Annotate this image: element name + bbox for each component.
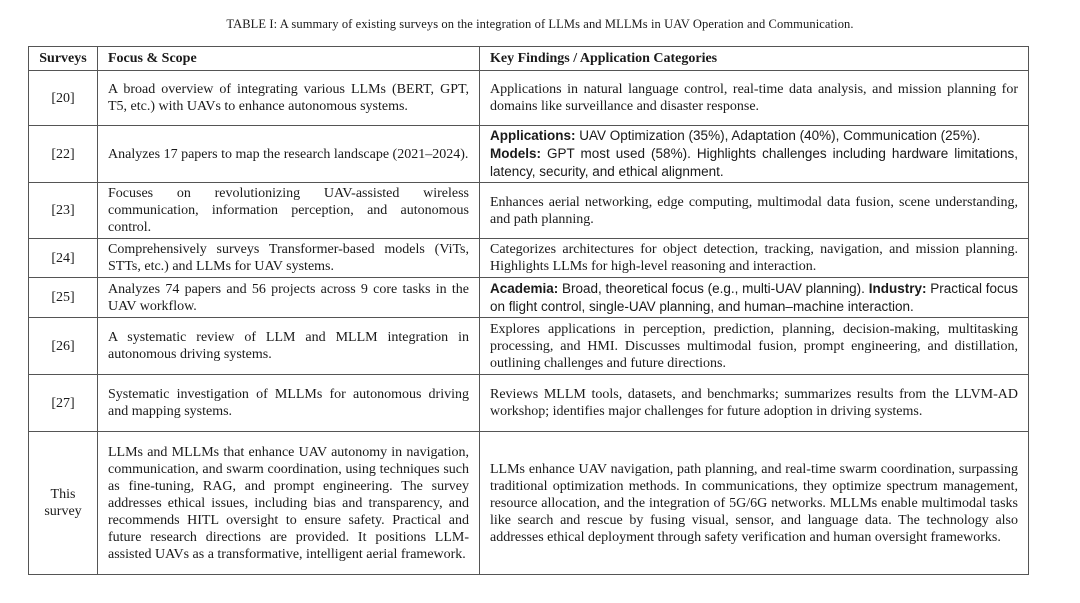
findings-segment	[490, 281, 1018, 314]
key-findings-cell: Reviews MLLM tools, datasets, and benchmarks; summarizes results from the LLVM-AD workshop; identifies major challenges for future adoption in driving systems.	[480, 375, 1029, 432]
key-findings-cell	[480, 126, 1029, 183]
header-surveys: Surveys	[29, 47, 98, 71]
focus-scope-cell: Analyzes 74 papers and 56 projects across 9 core tasks in the UAV workflow.	[98, 278, 480, 318]
findings-text: UAV Optimization (35%), Adaptation (40%), Communication (25%).	[575, 128, 981, 143]
key-findings-cell: Explores applications in perception, prediction, planning, decision-making, multitasking processing, and HMI. Discusses multimodal fusion, prompt engineering, and distillation, outlining challenges and future directions.	[480, 318, 1029, 375]
focus-scope-cell: Focuses on revolutionizing UAV-assisted wireless communication, information perception, and autonomous control.	[98, 183, 480, 239]
table-row	[29, 278, 1029, 318]
header-focus-scope: Focus & Scope	[98, 47, 480, 71]
findings-text: GPT most used (58%). Highlights challenges including hardware limitations, latency, security, and ethical alignment.	[490, 146, 1018, 179]
findings-label: Applications:	[490, 128, 576, 143]
survey-ref: [23]	[29, 183, 98, 239]
focus-scope-cell: Comprehensively surveys Transformer-based models (ViTs, STTs, etc.) and LLMs for UAV systems.	[98, 239, 480, 278]
survey-ref: [24]	[29, 239, 98, 278]
key-findings-cell: Applications in natural language control, real-time data analysis, and mission planning for domains like surveillance and disaster response.	[480, 71, 1029, 126]
focus-scope-cell: LLMs and MLLMs that enhance UAV autonomy in navigation, communication, and swarm coordination, using techniques such as fine-tuning, RAG, and prompt engineering. The survey addresses ethical issues, including bias and transparency, and recommends HITL oversight to ensure safety. Practical and future research directions are provided. It positions LLM-assisted UAVs as a transformative, intelligent aerial framework.	[98, 432, 480, 575]
survey-ref: [27]	[29, 375, 98, 432]
key-findings-cell: Enhances aerial networking, edge computing, multimodal data fusion, scene understanding, and path planning.	[480, 183, 1029, 239]
table-row	[29, 183, 1029, 239]
findings-segment	[490, 128, 1018, 179]
focus-scope-cell: A systematic review of LLM and MLLM integration in autonomous driving systems.	[98, 318, 480, 375]
table-row	[29, 375, 1029, 432]
table-row	[29, 318, 1029, 375]
findings-label: Models:	[490, 146, 542, 161]
focus-scope-cell: Systematic investigation of MLLMs for autonomous driving and mapping systems.	[98, 375, 480, 432]
key-findings-cell	[480, 278, 1029, 318]
findings-label: Academia:	[490, 280, 559, 296]
findings-label: Industry:	[868, 280, 927, 296]
key-findings-cell: LLMs enhance UAV navigation, path planning, and real-time swarm coordination, surpassing traditional optimization methods. In communications, they optimize spectrum management, resource allocation, and the integration of 5G/6G networks. MLLMs enable multimodal tasks like search and rescue by fusing visual, sensor, and language data. The technology also addresses ethical deployment through safety verification and human oversight frameworks.	[480, 432, 1029, 575]
key-findings-cell: Categorizes architectures for object detection, tracking, navigation, and mission planning. Highlights LLMs for high-level reasoning and interaction.	[480, 239, 1029, 278]
findings-text: Practical focus on flight control, single-UAV planning, and human–machine interaction.	[490, 280, 1019, 314]
survey-ref: This survey	[29, 432, 98, 575]
table-row	[29, 126, 1029, 183]
survey-ref: [25]	[29, 278, 98, 318]
survey-ref: [20]	[29, 71, 98, 126]
table-row	[29, 71, 1029, 126]
table-row	[29, 432, 1029, 575]
survey-summary-table	[28, 46, 1029, 575]
focus-scope-cell: Analyzes 17 papers to map the research landscape (2021–2024).	[98, 126, 480, 183]
survey-ref: [22]	[29, 126, 98, 183]
findings-text: Broad, theoretical focus (e.g., multi-UAV planning).	[558, 280, 865, 296]
table-caption: TABLE I: A summary of existing surveys on the integration of LLMs and MLLMs in UAV Operation and Communication.	[226, 17, 854, 31]
table-row	[29, 239, 1029, 278]
header-key-findings: Key Findings / Application Categories	[480, 47, 1029, 71]
survey-ref: [26]	[29, 318, 98, 375]
focus-scope-cell: A broad overview of integrating various LLMs (BERT, GPT, T5, etc.) with UAVs to enhance autonomous systems.	[98, 71, 480, 126]
table-header-row	[29, 47, 1029, 71]
